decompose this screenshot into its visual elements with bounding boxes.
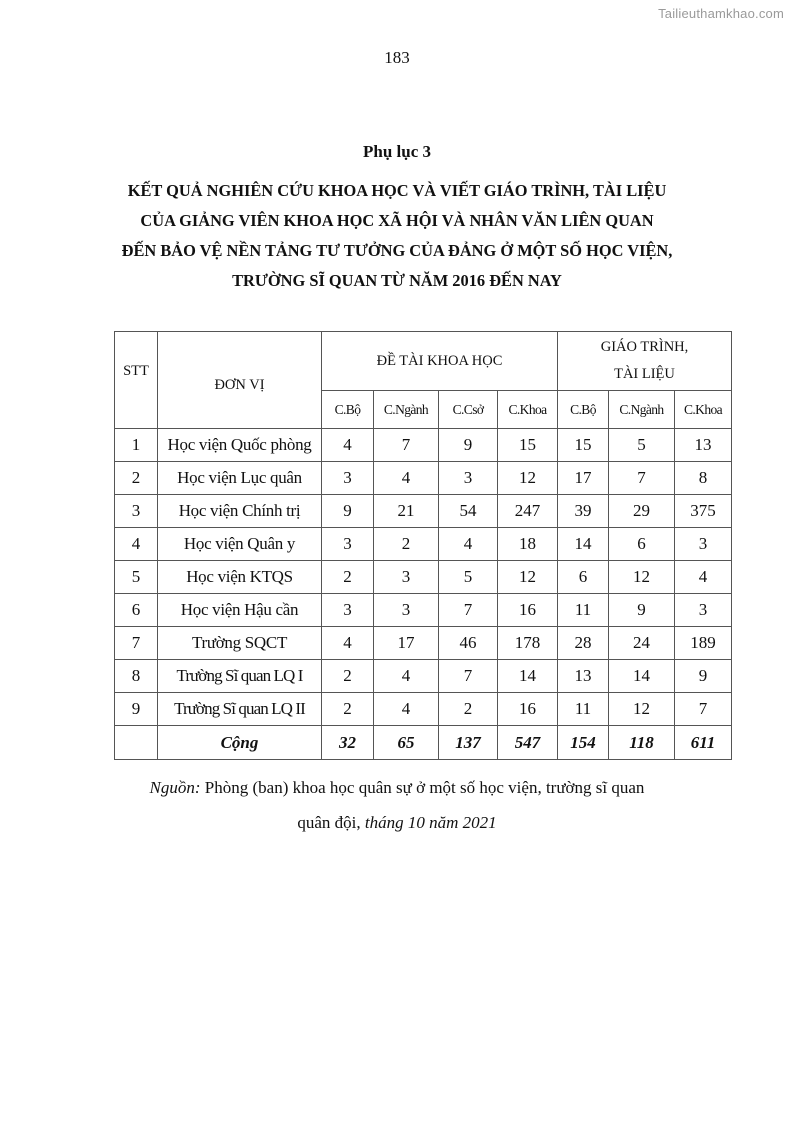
source-line-1 bbox=[60, 770, 734, 805]
cell-value: 375 bbox=[675, 495, 732, 528]
cell-value: 3 bbox=[322, 528, 374, 561]
total-label: Cộng bbox=[158, 726, 322, 760]
cell-stt: 9 bbox=[115, 693, 158, 726]
cell-value: 5 bbox=[609, 429, 675, 462]
subheader-research-ministry: C.Bộ bbox=[322, 391, 374, 429]
total-value: 547 bbox=[498, 726, 558, 760]
cell-value: 46 bbox=[439, 627, 498, 660]
cell-value: 28 bbox=[558, 627, 609, 660]
source-text-2: quân đội, bbox=[297, 813, 365, 832]
source-date: tháng 10 năm 2021 bbox=[364, 813, 497, 832]
cell-value: 3 bbox=[322, 594, 374, 627]
cell-value: 17 bbox=[374, 627, 439, 660]
header-stt: STT bbox=[115, 332, 158, 429]
cell-value: 3 bbox=[322, 462, 374, 495]
cell-value: 7 bbox=[439, 594, 498, 627]
source-label: Nguồn: bbox=[149, 778, 201, 797]
cell-value: 12 bbox=[609, 693, 675, 726]
cell-unit: Trường Sĩ quan LQ I bbox=[158, 660, 322, 693]
cell-stt: 3 bbox=[115, 495, 158, 528]
cell-unit: Học viện Quốc phòng bbox=[158, 429, 322, 462]
cell-value: 2 bbox=[374, 528, 439, 561]
cell-value: 4 bbox=[374, 462, 439, 495]
cell-value: 4 bbox=[322, 429, 374, 462]
cell-value: 13 bbox=[675, 429, 732, 462]
subheader-textbook-faculty: C.Khoa bbox=[675, 391, 732, 429]
cell-value: 24 bbox=[609, 627, 675, 660]
cell-value: 189 bbox=[675, 627, 732, 660]
cell-value: 5 bbox=[439, 561, 498, 594]
cell-value: 21 bbox=[374, 495, 439, 528]
cell-stt-empty bbox=[115, 726, 158, 760]
cell-stt: 4 bbox=[115, 528, 158, 561]
cell-unit: Trường SQCT bbox=[158, 627, 322, 660]
cell-value: 17 bbox=[558, 462, 609, 495]
header-research-topics: ĐỀ TÀI KHOA HỌC bbox=[322, 332, 558, 391]
cell-value: 16 bbox=[498, 693, 558, 726]
cell-value: 2 bbox=[322, 693, 374, 726]
cell-value: 4 bbox=[439, 528, 498, 561]
title-line: KẾT QUẢ NGHIÊN CỨU KHOA HỌC VÀ VIẾT GIÁO TRÌNH, TÀI LIỆU bbox=[127, 181, 667, 200]
cell-value: 7 bbox=[439, 660, 498, 693]
cell-stt: 8 bbox=[115, 660, 158, 693]
cell-unit: Học viện Hậu cần bbox=[158, 594, 322, 627]
total-value: 137 bbox=[439, 726, 498, 760]
title-line: ĐẾN BẢO VỆ NỀN TẢNG TƯ TƯỞNG CỦA ĐẢNG Ở MỘT SỐ HỌC VIỆN, bbox=[121, 241, 673, 260]
cell-value: 15 bbox=[558, 429, 609, 462]
cell-stt: 7 bbox=[115, 627, 158, 660]
cell-value: 4 bbox=[374, 693, 439, 726]
cell-value: 39 bbox=[558, 495, 609, 528]
total-row bbox=[115, 726, 732, 760]
cell-value: 4 bbox=[675, 561, 732, 594]
cell-value: 8 bbox=[675, 462, 732, 495]
subheader-research-faculty: C.Khoa bbox=[498, 391, 558, 429]
title-line: TRƯỜNG SĨ QUAN TỪ NĂM 2016 ĐẾN NAY bbox=[232, 271, 562, 290]
cell-value: 14 bbox=[558, 528, 609, 561]
cell-value: 2 bbox=[322, 561, 374, 594]
title-line: CỦA GIẢNG VIÊN KHOA HỌC XÃ HỘI VÀ NHÂN VĂN LIÊN QUAN bbox=[140, 211, 654, 230]
cell-value: 9 bbox=[609, 594, 675, 627]
cell-value: 2 bbox=[322, 660, 374, 693]
cell-unit: Học viện KTQS bbox=[158, 561, 322, 594]
cell-value: 3 bbox=[675, 528, 732, 561]
results-table bbox=[114, 331, 732, 760]
cell-value: 11 bbox=[558, 594, 609, 627]
cell-value: 4 bbox=[322, 627, 374, 660]
source-text-1: Phòng (ban) khoa học quân sự ở một số học viện, trường sĩ quan bbox=[200, 778, 645, 797]
header-unit: ĐƠN VỊ bbox=[158, 332, 322, 429]
cell-unit: Trường Sĩ quan LQ II bbox=[158, 693, 322, 726]
subheader-textbook-ministry: C.Bộ bbox=[558, 391, 609, 429]
page-number: 183 bbox=[384, 48, 410, 67]
cell-value: 7 bbox=[675, 693, 732, 726]
subheader-research-institution: C.Csở bbox=[439, 391, 498, 429]
cell-value: 7 bbox=[374, 429, 439, 462]
total-value: 118 bbox=[609, 726, 675, 760]
subheader-research-branch: C.Ngành bbox=[374, 391, 439, 429]
cell-stt: 1 bbox=[115, 429, 158, 462]
table-row bbox=[115, 462, 732, 495]
cell-value: 9 bbox=[322, 495, 374, 528]
cell-value: 3 bbox=[675, 594, 732, 627]
cell-value: 11 bbox=[558, 693, 609, 726]
cell-value: 16 bbox=[498, 594, 558, 627]
cell-stt: 2 bbox=[115, 462, 158, 495]
cell-unit: Học viện Lục quân bbox=[158, 462, 322, 495]
document-title bbox=[60, 176, 734, 296]
cell-stt: 6 bbox=[115, 594, 158, 627]
cell-value: 3 bbox=[374, 561, 439, 594]
cell-value: 2 bbox=[439, 693, 498, 726]
cell-value: 13 bbox=[558, 660, 609, 693]
table-row bbox=[115, 594, 732, 627]
cell-value: 9 bbox=[439, 429, 498, 462]
cell-value: 4 bbox=[374, 660, 439, 693]
source-line-2 bbox=[60, 805, 734, 840]
cell-value: 12 bbox=[609, 561, 675, 594]
cell-stt: 5 bbox=[115, 561, 158, 594]
total-value: 32 bbox=[322, 726, 374, 760]
cell-value: 6 bbox=[609, 528, 675, 561]
cell-value: 12 bbox=[498, 462, 558, 495]
table-row bbox=[115, 495, 732, 528]
cell-unit: Học viện Chính trị bbox=[158, 495, 322, 528]
table-row bbox=[115, 660, 732, 693]
appendix-label: Phụ lục 3 bbox=[362, 142, 432, 161]
header-textbooks-line1: GIÁO TRÌNH, bbox=[600, 339, 689, 355]
cell-value: 29 bbox=[609, 495, 675, 528]
cell-value: 18 bbox=[498, 528, 558, 561]
cell-value: 7 bbox=[609, 462, 675, 495]
cell-value: 15 bbox=[498, 429, 558, 462]
source-note bbox=[60, 770, 734, 840]
table-row bbox=[115, 429, 732, 462]
table-row bbox=[115, 693, 732, 726]
header-textbooks-line2: TÀI LIỆU bbox=[614, 366, 675, 382]
header-row-group bbox=[115, 332, 732, 391]
cell-value: 14 bbox=[498, 660, 558, 693]
cell-value: 14 bbox=[609, 660, 675, 693]
cell-value: 178 bbox=[498, 627, 558, 660]
total-value: 611 bbox=[675, 726, 732, 760]
cell-value: 54 bbox=[439, 495, 498, 528]
cell-value: 3 bbox=[374, 594, 439, 627]
cell-value: 6 bbox=[558, 561, 609, 594]
total-value: 154 bbox=[558, 726, 609, 760]
cell-unit: Học viện Quân y bbox=[158, 528, 322, 561]
table-row bbox=[115, 528, 732, 561]
cell-value: 12 bbox=[498, 561, 558, 594]
table-row bbox=[115, 561, 732, 594]
watermark: Tailieuthamkhao.com bbox=[658, 6, 784, 21]
cell-value: 3 bbox=[439, 462, 498, 495]
cell-value: 247 bbox=[498, 495, 558, 528]
header-textbooks bbox=[558, 332, 732, 391]
cell-value: 9 bbox=[675, 660, 732, 693]
total-value: 65 bbox=[374, 726, 439, 760]
subheader-textbook-branch: C.Ngành bbox=[609, 391, 675, 429]
table-row bbox=[115, 627, 732, 660]
